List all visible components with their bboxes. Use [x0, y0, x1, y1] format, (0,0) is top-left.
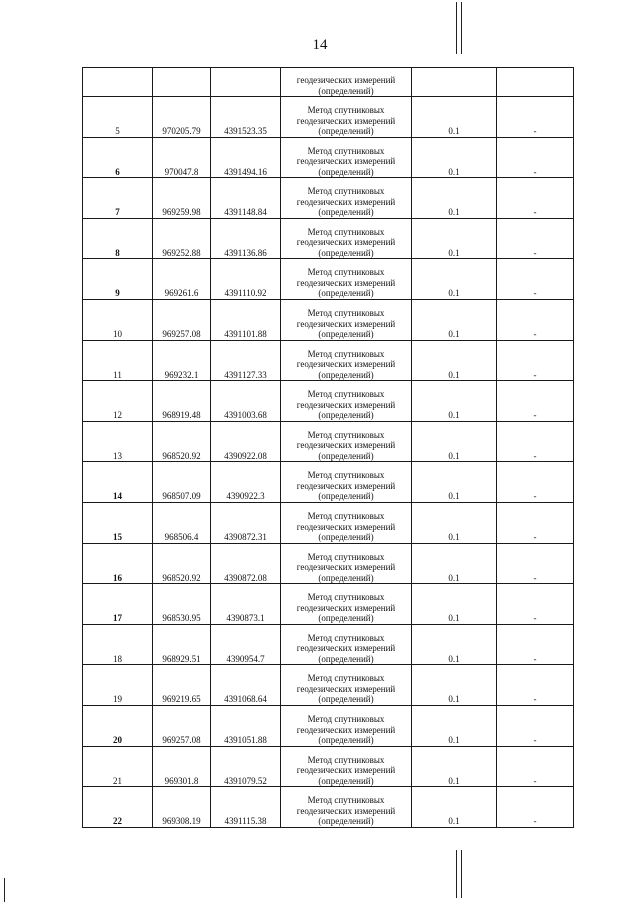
cell-x: 968507.09 [153, 462, 211, 503]
cell-y: 4390922.3 [211, 462, 281, 503]
cell-y: 4390872.08 [211, 543, 281, 584]
cell-method: Метод спутниковых геодезических измерений (определений) [281, 381, 412, 422]
table-row [83, 705, 574, 746]
cell-y: 4390922.08 [211, 421, 281, 462]
cell-num: 10 [83, 299, 153, 340]
cell-accuracy: 0.1 [412, 299, 497, 340]
cell-x: 969261.6 [153, 259, 211, 300]
cell-num: 22 [83, 787, 153, 828]
cell-description: - [497, 259, 574, 300]
cell-accuracy: 0.1 [412, 259, 497, 300]
cell-description: - [497, 624, 574, 665]
cell-method: Метод спутниковых геодезических измерений (определений) [281, 218, 412, 259]
cell-description: - [497, 137, 574, 178]
cell-y: 4391148.84 [211, 178, 281, 219]
table-row [83, 584, 574, 625]
cell-num: 18 [83, 624, 153, 665]
cell-y: 4391110.92 [211, 259, 281, 300]
cell-accuracy: 0.1 [412, 381, 497, 422]
cell-description: - [497, 421, 574, 462]
cell-accuracy: 0.1 [412, 462, 497, 503]
cell-accuracy: 0.1 [412, 787, 497, 828]
cell-method: Метод спутниковых геодезических измерений (определений) [281, 340, 412, 381]
cell-accuracy: 0.1 [412, 137, 497, 178]
cell-y [211, 68, 281, 97]
cell-accuracy: 0.1 [412, 340, 497, 381]
cell-num: 11 [83, 340, 153, 381]
table-row [83, 746, 574, 787]
cell-x: 968530.95 [153, 584, 211, 625]
cell-method: Метод спутниковых геодезических измерений (определений) [281, 665, 412, 706]
cell-x: 969308.19 [153, 787, 211, 828]
cell-description: - [497, 584, 574, 625]
margin-mark [4, 878, 5, 902]
cell-method: геодезических измерений (определений) [281, 68, 412, 97]
cell-accuracy: 0.1 [412, 665, 497, 706]
table-row [83, 178, 574, 219]
cell-accuracy: 0.1 [412, 178, 497, 219]
cell-y: 4391115.38 [211, 787, 281, 828]
cell-accuracy: 0.1 [412, 97, 497, 138]
table-row [83, 340, 574, 381]
table-row-continued [83, 68, 574, 97]
cell-description: - [497, 381, 574, 422]
table-row [83, 381, 574, 422]
page-number: 14 [312, 37, 328, 53]
coordinates-table [82, 67, 574, 828]
cell-x: 969301.8 [153, 746, 211, 787]
table-row [83, 259, 574, 300]
cell-num: 5 [83, 97, 153, 138]
cell-num: 15 [83, 502, 153, 543]
cell-y: 4390872.31 [211, 502, 281, 543]
cell-y: 4391003.68 [211, 381, 281, 422]
table-row [83, 421, 574, 462]
cell-description: - [497, 705, 574, 746]
cell-num: 17 [83, 584, 153, 625]
cell-method: Метод спутниковых геодезических измерений (определений) [281, 624, 412, 665]
cell-accuracy: 0.1 [412, 584, 497, 625]
cell-accuracy: 0.1 [412, 543, 497, 584]
cell-y: 4390873.1 [211, 584, 281, 625]
binding-line-top [461, 2, 462, 54]
cell-x: 968520.92 [153, 543, 211, 584]
cell-y: 4391523.35 [211, 97, 281, 138]
cell-accuracy: 0.1 [412, 218, 497, 259]
cell-description [497, 68, 574, 97]
cell-x: 970205.79 [153, 97, 211, 138]
cell-accuracy: 0.1 [412, 421, 497, 462]
cell-y: 4391068.64 [211, 665, 281, 706]
table-row [83, 218, 574, 259]
cell-description: - [497, 178, 574, 219]
cell-method: Метод спутниковых геодезических измерений (определений) [281, 97, 412, 138]
cell-method: Метод спутниковых геодезических измерений (определений) [281, 502, 412, 543]
cell-num: 19 [83, 665, 153, 706]
cell-x: 968506.4 [153, 502, 211, 543]
cell-accuracy: 0.1 [412, 705, 497, 746]
cell-description: - [497, 665, 574, 706]
table-row [83, 502, 574, 543]
cell-x: 970047.8 [153, 137, 211, 178]
cell-num [83, 68, 153, 97]
table-row [83, 299, 574, 340]
cell-accuracy: 0.1 [412, 624, 497, 665]
table-row [83, 543, 574, 584]
cell-num: 6 [83, 137, 153, 178]
cell-x: 968919.48 [153, 381, 211, 422]
cell-y: 4391051.88 [211, 705, 281, 746]
cell-x: 968929.51 [153, 624, 211, 665]
cell-num: 9 [83, 259, 153, 300]
cell-x: 969219.65 [153, 665, 211, 706]
cell-method: Метод спутниковых геодезических измерений (определений) [281, 543, 412, 584]
cell-y: 4391127.33 [211, 340, 281, 381]
cell-num: 20 [83, 705, 153, 746]
cell-num: 8 [83, 218, 153, 259]
cell-x [153, 68, 211, 97]
cell-method: Метод спутниковых геодезических измерений (определений) [281, 137, 412, 178]
cell-y: 4391494.16 [211, 137, 281, 178]
cell-method: Метод спутниковых геодезических измерений (определений) [281, 787, 412, 828]
cell-accuracy: 0.1 [412, 502, 497, 543]
cell-description: - [497, 299, 574, 340]
binding-line-bottom [456, 850, 457, 898]
table-row [83, 787, 574, 828]
cell-x: 969257.08 [153, 299, 211, 340]
cell-y: 4391079.52 [211, 746, 281, 787]
table-row [83, 97, 574, 138]
cell-method: Метод спутниковых геодезических измерений (определений) [281, 259, 412, 300]
cell-method: Метод спутниковых геодезических измерений (определений) [281, 746, 412, 787]
table-row [83, 137, 574, 178]
cell-method: Метод спутниковых геодезических измерений (определений) [281, 299, 412, 340]
binding-line-bottom [461, 850, 462, 898]
cell-num: 21 [83, 746, 153, 787]
table-row [83, 624, 574, 665]
cell-description: - [497, 502, 574, 543]
cell-x: 969252.88 [153, 218, 211, 259]
cell-num: 16 [83, 543, 153, 584]
table-row [83, 462, 574, 503]
cell-x: 969259.98 [153, 178, 211, 219]
cell-y: 4391136.86 [211, 218, 281, 259]
cell-accuracy [412, 68, 497, 97]
cell-x: 968520.92 [153, 421, 211, 462]
cell-y: 4391101.88 [211, 299, 281, 340]
cell-x: 969232.1 [153, 340, 211, 381]
cell-description: - [497, 543, 574, 584]
binding-line-top [456, 2, 457, 54]
cell-num: 12 [83, 381, 153, 422]
cell-num: 13 [83, 421, 153, 462]
cell-num: 7 [83, 178, 153, 219]
cell-method: Метод спутниковых геодезических измерений (определений) [281, 705, 412, 746]
cell-method: Метод спутниковых геодезических измерений (определений) [281, 584, 412, 625]
cell-description: - [497, 97, 574, 138]
cell-description: - [497, 787, 574, 828]
cell-accuracy: 0.1 [412, 746, 497, 787]
table-row [83, 665, 574, 706]
cell-method: Метод спутниковых геодезических измерений (определений) [281, 421, 412, 462]
cell-method: Метод спутниковых геодезических измерений (определений) [281, 462, 412, 503]
cell-description: - [497, 340, 574, 381]
cell-description: - [497, 746, 574, 787]
cell-description: - [497, 462, 574, 503]
cell-num: 14 [83, 462, 153, 503]
cell-y: 4390954.7 [211, 624, 281, 665]
cell-x: 969257.08 [153, 705, 211, 746]
cell-description: - [497, 218, 574, 259]
cell-method: Метод спутниковых геодезических измерений (определений) [281, 178, 412, 219]
